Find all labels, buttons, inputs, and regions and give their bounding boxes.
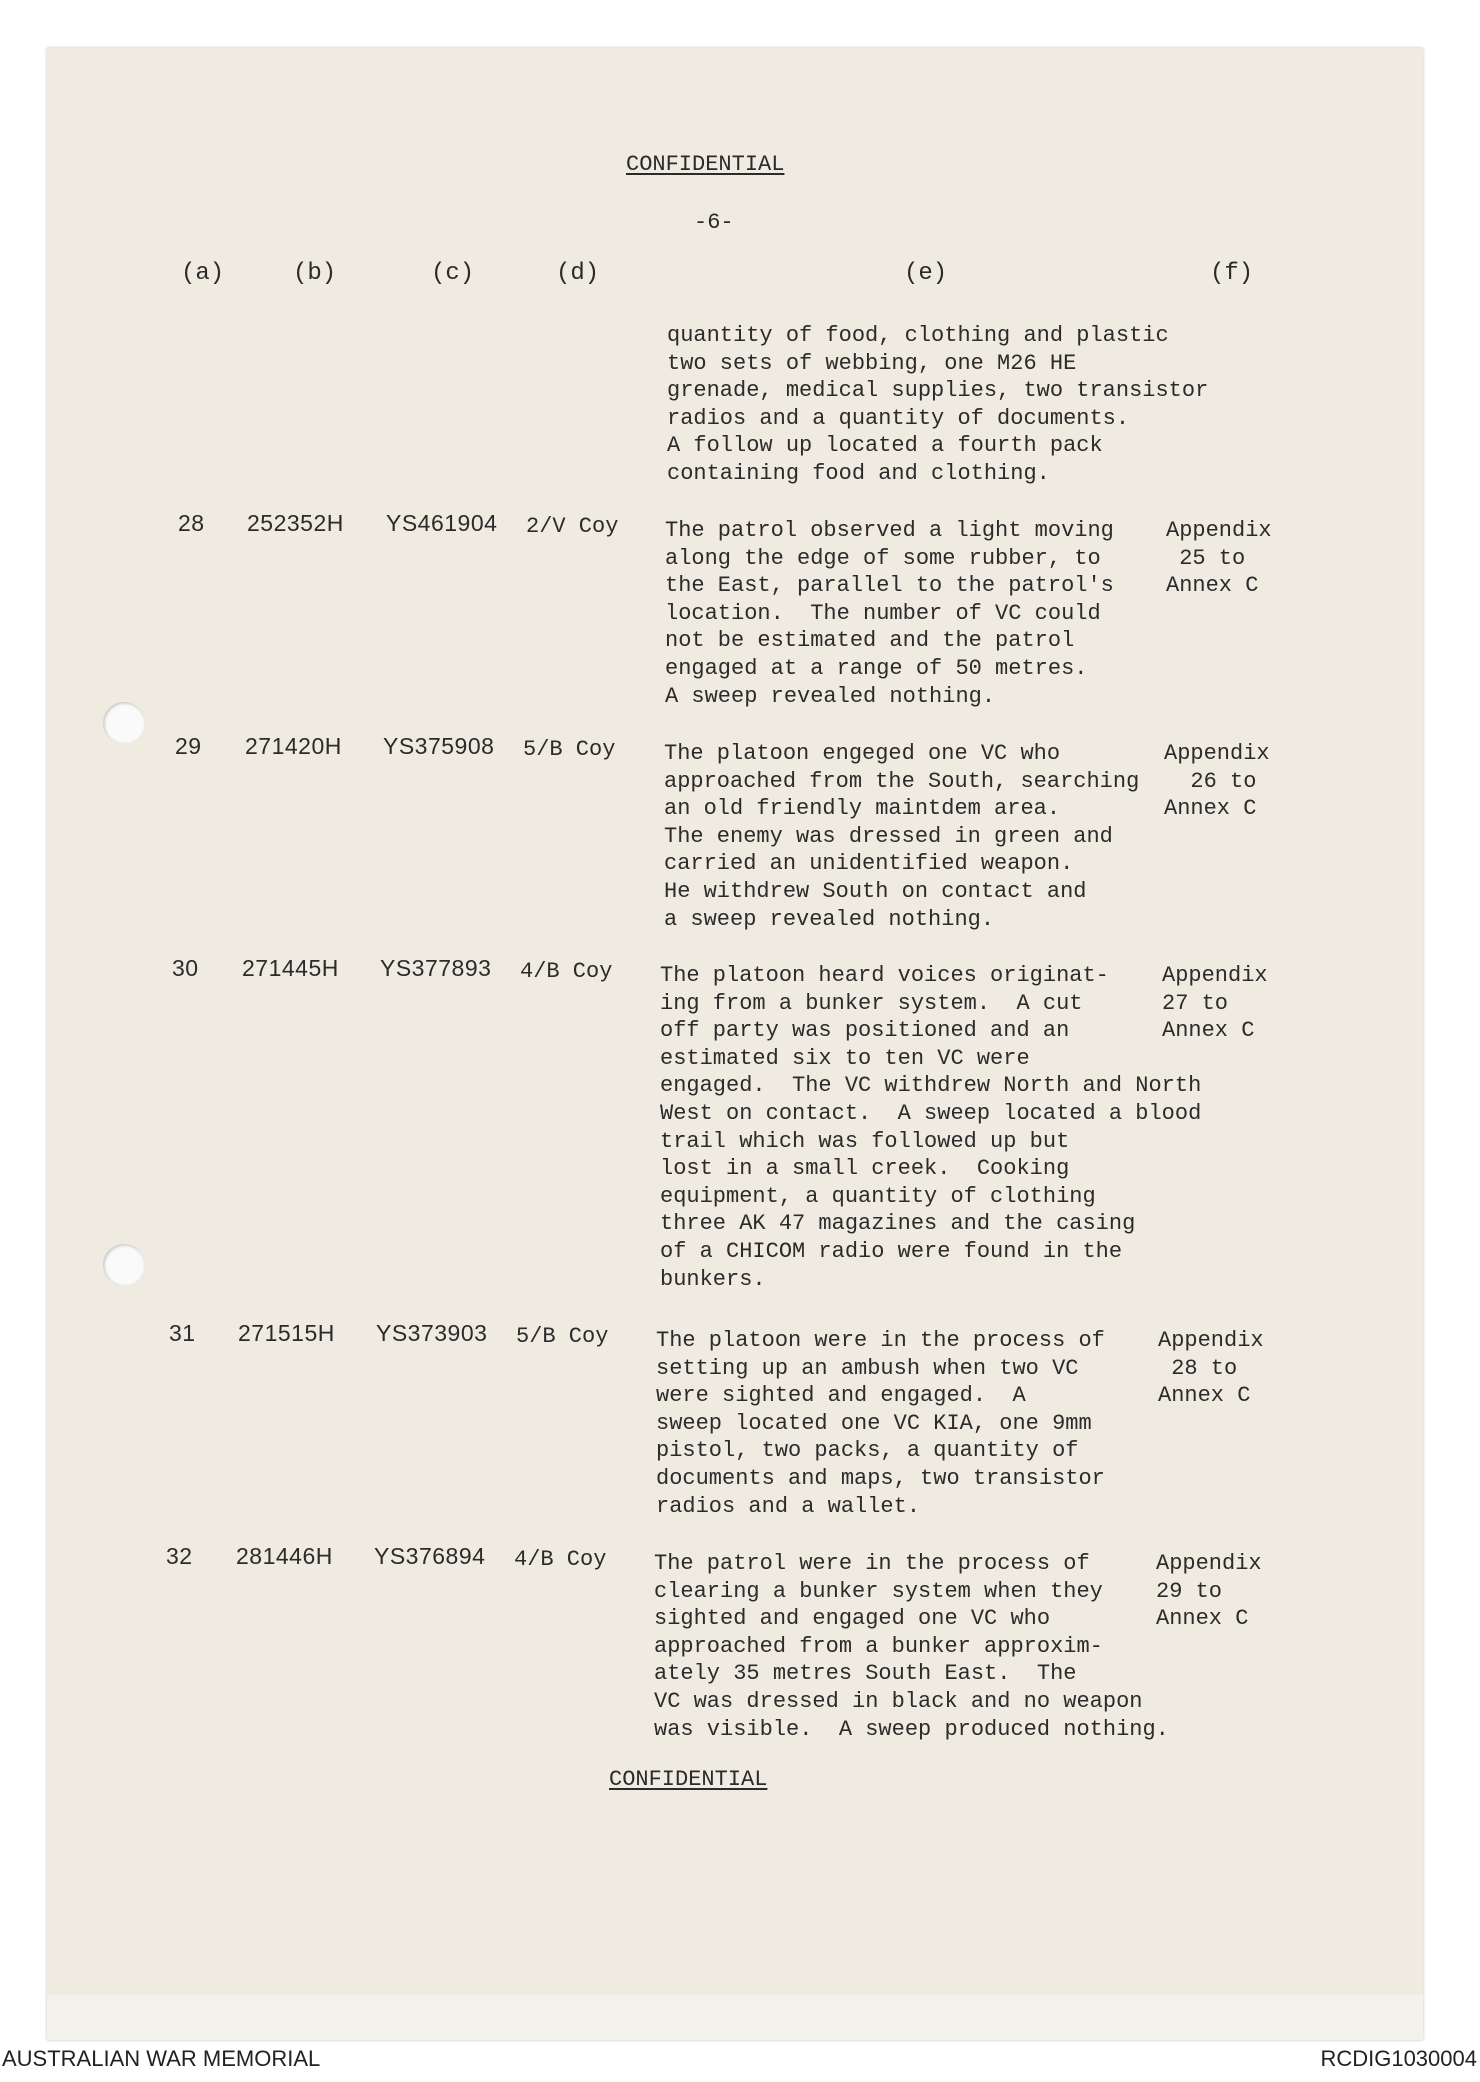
- row-reference: Appendix 29 to Annex C: [1156, 1551, 1262, 1632]
- row-grid-reference: YS377893: [380, 955, 492, 981]
- row-unit: 5/B Coy: [523, 737, 616, 762]
- row-description: The patrol were in the process of clearing a bunker system when they sighted and engaged one VC who approached from a bunker approxim- ately 35 metres South East. The VC was dressed in black and no weapon was visible. A sweep produced nothing.: [654, 1551, 1169, 1742]
- row-description: The platoon heard voices originat- ing from a bunker system. A cut off party was positioned and an estimated six to ten VC were engaged. The VC withdrew North and North West on contact. A sweep located a blood trail which was followed up but lost in a small creek. Cooking equipment, a quantity of clothing three AK 47 magazines and the casing of a CHICOM radio were found in the bunkers.: [660, 963, 1202, 1292]
- row-unit: 2/V Coy: [526, 514, 619, 539]
- row-serial: 31: [169, 1320, 196, 1346]
- row-serial: 29: [175, 733, 202, 759]
- archive-reference: RCDIG1030004: [1320, 2046, 1477, 2071]
- row-description: The platoon engeged one VC who approached from the South, searching an old friendly maintdem area. The enemy was dressed in green and carried an unidentified weapon. He withdrew South on contact and a sweep revealed nothing.: [664, 741, 1140, 932]
- row-serial: 30: [172, 955, 199, 981]
- classification-top: CONFIDENTIAL: [626, 152, 785, 177]
- column-header-d: (d): [556, 260, 600, 287]
- page-bottom-edge: [47, 1995, 1423, 2040]
- archive-credit: AUSTRALIAN WAR MEMORIAL: [2, 2046, 321, 2071]
- column-header-f: (f): [1210, 260, 1254, 287]
- punch-hole: [103, 702, 145, 744]
- row-time: 271515H: [238, 1320, 335, 1346]
- column-header-c: (c): [431, 260, 475, 287]
- row-grid-reference: YS461904: [386, 510, 498, 536]
- row-reference: Appendix 26 to Annex C: [1164, 741, 1270, 822]
- row-serial: 32: [166, 1543, 193, 1569]
- page-number: -6-: [694, 210, 734, 235]
- row-grid-reference: YS376894: [374, 1543, 486, 1569]
- row-grid-reference: YS373903: [376, 1320, 488, 1346]
- row-time: 271420H: [245, 733, 342, 759]
- continuation-text: quantity of food, clothing and plastic two sets of webbing, one M26 HE grenade, medical supplies, two transistor radios and a quantity of documents. A follow up located a fourth pack containing food and clothing.: [667, 323, 1209, 486]
- row-time: 281446H: [236, 1543, 333, 1569]
- column-header-b: (b): [293, 260, 337, 287]
- row-reference: Appendix 25 to Annex C: [1166, 518, 1272, 599]
- row-unit: 5/B Coy: [516, 1324, 609, 1349]
- row-reference: Appendix 28 to Annex C: [1158, 1328, 1264, 1409]
- row-time: 252352H: [247, 510, 344, 536]
- row-reference: Appendix 27 to Annex C: [1162, 963, 1268, 1044]
- row-unit: 4/B Coy: [520, 959, 613, 984]
- classification-bottom: CONFIDENTIAL: [609, 1767, 768, 1792]
- row-description: The patrol observed a light moving along the edge of some rubber, to the East, parallel to the patrol's location. The number of VC could not be estimated and the patrol engaged at a range of 50 metres. A sweep revealed nothing.: [665, 518, 1114, 709]
- row-description: The platoon were in the process of setting up an ambush when two VC were sighted and engaged. A sweep located one VC KIA, one 9mm pistol, two packs, a quantity of documents and maps, two transistor radios and a wallet.: [656, 1328, 1105, 1519]
- row-unit: 4/B Coy: [514, 1547, 607, 1572]
- row-time: 271445H: [242, 955, 339, 981]
- punch-hole: [103, 1244, 145, 1286]
- row-serial: 28: [178, 510, 205, 536]
- column-header-e: (e): [904, 260, 948, 287]
- row-grid-reference: YS375908: [383, 733, 495, 759]
- column-header-a: (a): [181, 260, 225, 287]
